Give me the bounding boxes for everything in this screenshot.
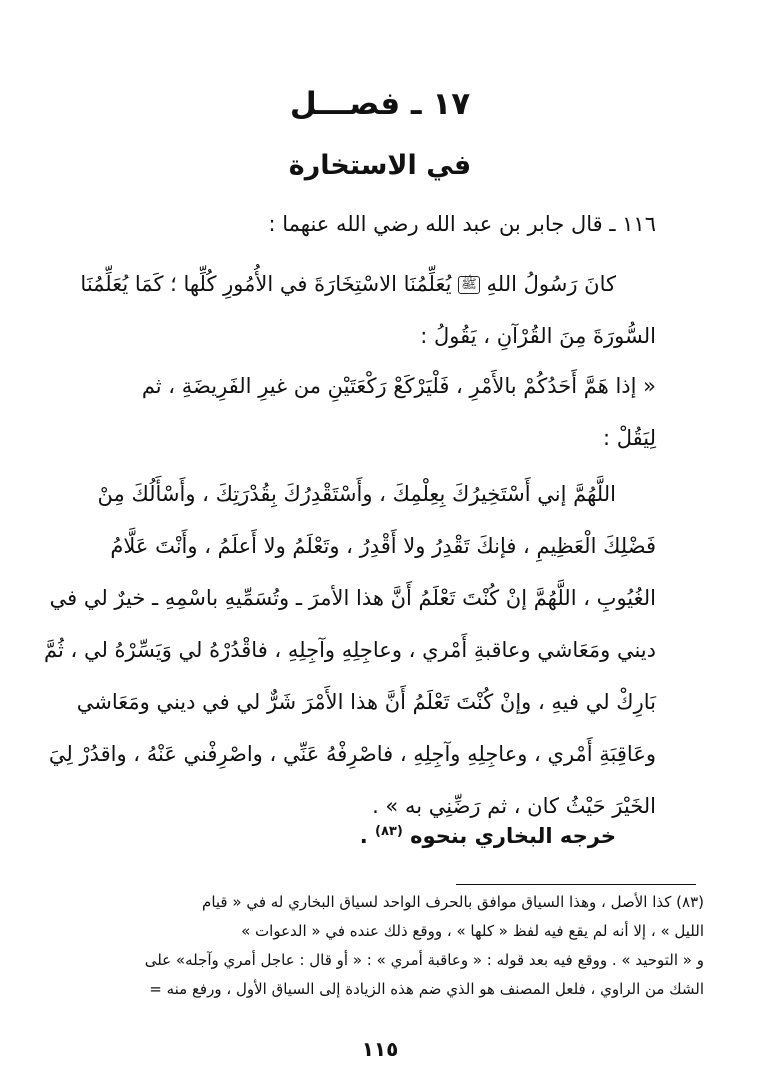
takhrij-note (104, 812, 656, 856)
salla-symbol-icon: ﷺ (458, 276, 480, 294)
footnote-line: (٨٣) كذا الأصل ، وهذا السياق موافق بالحرف الواحد لسياق البخاري له في « قيام (202, 893, 704, 911)
chapter-title: في الاستخارة (288, 150, 472, 181)
dua-line: الغُيُوبِ ، اللَّهُمَّ إنْ كُنْتَ تَعْلَمُ أَنَّ هذا الأمرَ ـ وتُسَمِّيهِ باسْمِهِ ـ خيرٌ لي في (49, 586, 656, 610)
page-number: ١١٥ (361, 1037, 399, 1061)
dua-line: فَضْلِكَ الْعَظِيمِ ، فإنكَ تَقْدِرُ ولا أَقْدِرُ ، وتَعْلَمُ ولا أَعلَمُ ، وأَنْتَ عَلَّامُ (110, 534, 656, 558)
dua-line: اللَّهُمَّ إني أَسْتَخِيرُكَ بِعِلْمِكَ ، وأَسْتَقْدِرُكَ بِقُدْرَتِكَ ، وأَسْأَلُكَ مِنْ (97, 482, 616, 506)
narration-part-2: يُعَلِّمُنَا الاسْتِخَارَةَ في الأُمُورِ كُلِّها ؛ كَمَا يُعَلِّمُنَا (80, 272, 452, 296)
narration-line-1 (80, 258, 656, 310)
hadith-narration (80, 258, 656, 362)
hadith-intro-line: ١١٦ ـ قال جابر بن عبد الله رضي الله عنهما : (268, 212, 656, 236)
instruction-line-2: لِيَقُلْ : (602, 426, 656, 450)
hadith-instruction (104, 360, 656, 464)
narration-line-2: السُّورَةَ مِنَ القُرْآنِ ، يَقُولُ : (420, 324, 656, 348)
footnote-divider (456, 884, 696, 885)
footnote-line: الشك من الراوي ، فلعل المصنف هو الذي ضم هذه الزيادة إلى السياق الأول ، ورفع منه = (149, 980, 704, 998)
footnote-line: الليل » ، إلا أنه لم يقع فيه لفظ « كلها » ، ووقع ذلك عنده في « الدعوات » (241, 922, 704, 940)
hadith-intro (104, 204, 656, 244)
dua-line: بَارِكْ لي فيهِ ، وإنْ كُنْتَ تَعْلَمُ أَنَّ هذا الأَمْرَ شَرٌّ لي في ديني ومَعَاشي (76, 690, 656, 714)
takhrij-line (104, 812, 656, 856)
instruction-line-1: « إذا هَمَّ أَحَدُكُمْ بالأَمْرِ ، فَلْيَرْكَعْ رَكْعَتَيْنِ من غيرِ الفَرِيضَةِ ، ثم (141, 374, 656, 398)
dua-line: وعَاقِبَةِ أَمْري ، وعاجِلِهِ وآجِلِهِ ، فاصْرِفْهُ عَنِّي ، واصْرِفْني عَنْهُ ، واقدُرْ لِيَ (48, 742, 656, 766)
takhrij-period: . (359, 824, 368, 848)
chapter-heading: ١٧ ـ فصـــل (289, 86, 471, 122)
dua-line: الخَيْرَ حَيْثُ كان ، ثم رَضِّنِي به » . (372, 794, 656, 818)
footnotes (64, 888, 704, 1004)
takhrij-text: خرجه البخاري بنحوه (410, 824, 616, 848)
footnote-line: و « التوحيد » . ووقع فيه بعد قوله : « وعاقبة أمري » : « أو قال : عاجل أمري وآجله» على (144, 951, 704, 969)
footnote-reference[interactable]: (٨٣) (375, 824, 403, 839)
narration-part-1: كانَ رَسُولُ اللهِ (486, 272, 616, 296)
dua-line: ديني ومَعَاشي وعاقبةِ أَمْري ، وعاجِلِهِ وآجِلِهِ ، فاقْدُرْهُ لي وَيَسِّرْهُ لي ، ثُمَّ (44, 638, 656, 662)
dua-text (44, 468, 656, 832)
